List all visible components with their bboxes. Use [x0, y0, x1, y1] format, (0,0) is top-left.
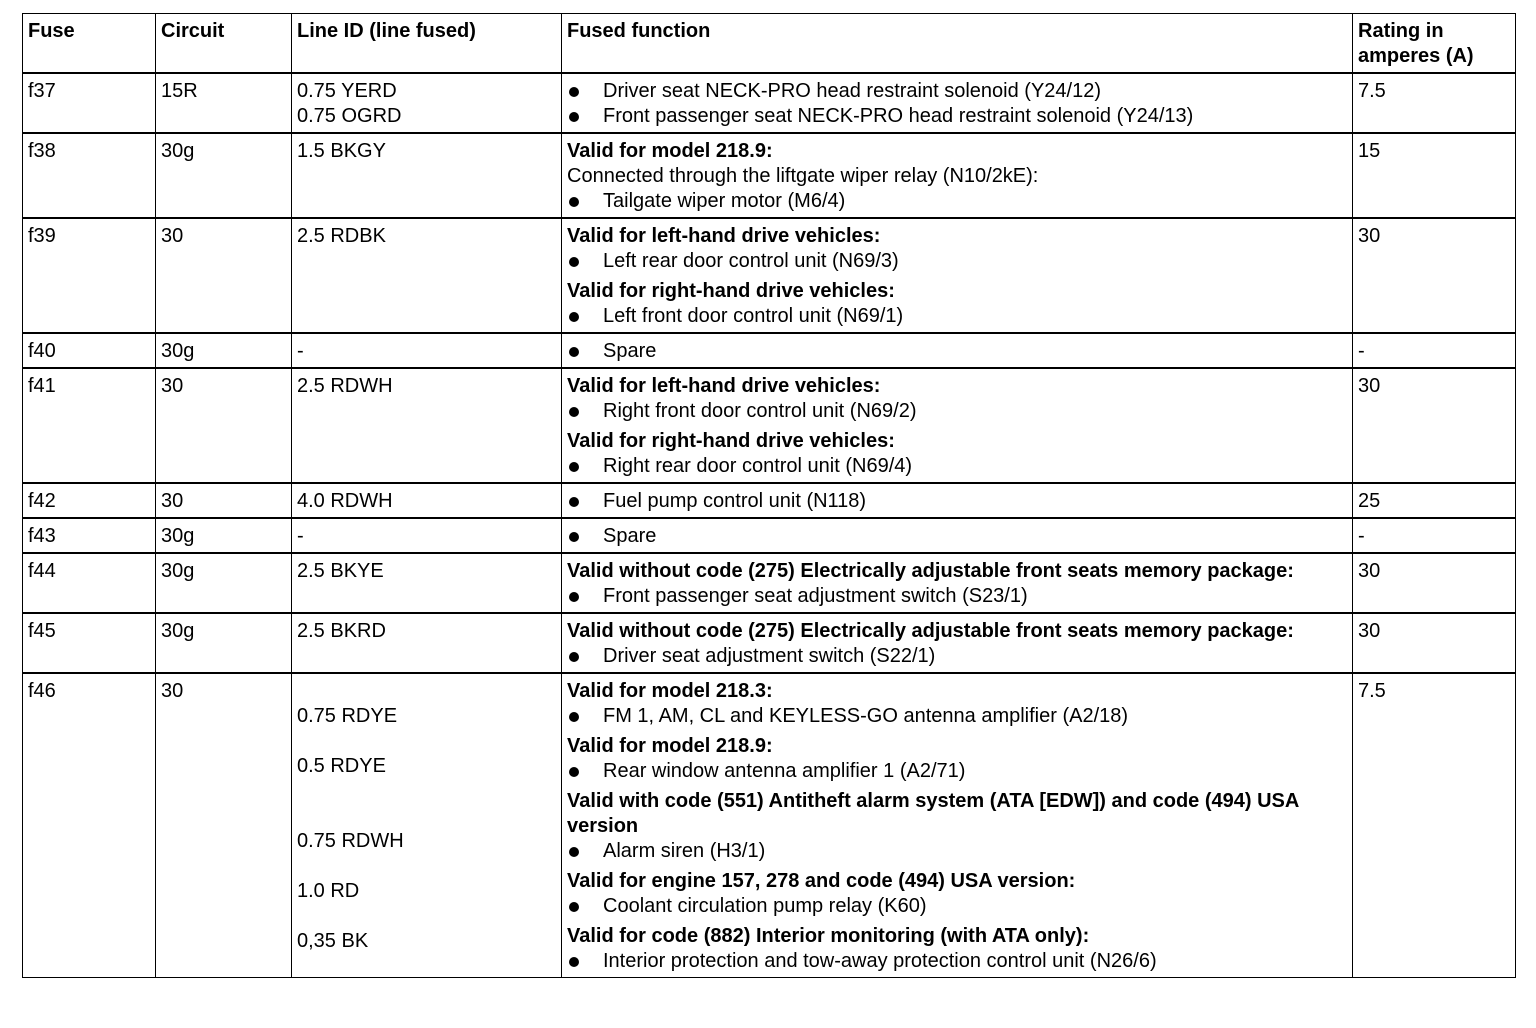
- header-line-id: Line ID (line fused): [292, 14, 562, 74]
- line-id-cell: 2.5 RDBK: [292, 218, 562, 333]
- circuit-cell: 15R: [156, 73, 292, 133]
- bullet-item: Interior protection and tow-away protection control unit (N26/6): [567, 949, 1346, 974]
- condition-heading: Valid for left-hand drive vehicles:: [567, 375, 881, 397]
- fused-function-cell: [562, 133, 1353, 218]
- fuse-cell: f43: [23, 518, 156, 553]
- fuse-table: [22, 13, 1516, 978]
- condition-heading: Valid with code (551) Antitheft alarm system (ATA [EDW]) and code (494) USA version: [567, 790, 1299, 837]
- fuse-cell: f44: [23, 553, 156, 613]
- bullet-item: Left front door control unit (N69/1): [567, 304, 1346, 329]
- bullet-item: Spare: [567, 524, 1346, 549]
- line-id-cell: 2.5 RDWH: [292, 368, 562, 483]
- header-rating: Rating in amperes (A): [1353, 14, 1516, 74]
- bullet-item: Fuel pump control unit (N118): [567, 489, 1346, 514]
- fused-function-cell: [562, 333, 1353, 368]
- condition-heading: Valid for model 218.9:: [567, 140, 773, 162]
- circuit-cell: 30g: [156, 333, 292, 368]
- fused-function-cell: [562, 218, 1353, 333]
- fused-function-cell: [562, 483, 1353, 518]
- condition-heading: Valid for left-hand drive vehicles:: [567, 225, 881, 247]
- fuse-cell: f40: [23, 333, 156, 368]
- bullet-item: Front passenger seat NECK-PRO head restraint solenoid (Y24/13): [567, 104, 1346, 129]
- rating-cell: 25: [1353, 483, 1516, 518]
- condition-heading: Valid for right-hand drive vehicles:: [567, 280, 895, 302]
- condition-heading: Valid for model 218.3:: [567, 680, 773, 702]
- line-id-cell: 2.5 BKYE: [292, 553, 562, 613]
- table-row: [23, 518, 1516, 553]
- circuit-cell: 30: [156, 218, 292, 333]
- table-row: [23, 483, 1516, 518]
- circuit-cell: 30: [156, 368, 292, 483]
- fuse-table-body: [23, 73, 1516, 978]
- circuit-cell: 30: [156, 673, 292, 978]
- fuse-cell: f45: [23, 613, 156, 673]
- table-row: [23, 133, 1516, 218]
- table-row: [23, 218, 1516, 333]
- fuse-cell: f46: [23, 673, 156, 978]
- bullet-item: Alarm siren (H3/1): [567, 839, 1346, 864]
- line-id-cell: 0.75 RDYE 0.5 RDYE 0.75 RDWH 1.0 RD 0,35 BK: [292, 673, 562, 978]
- table-row: [23, 333, 1516, 368]
- circuit-cell: 30: [156, 483, 292, 518]
- rating-cell: 30: [1353, 613, 1516, 673]
- circuit-cell: 30g: [156, 613, 292, 673]
- bullet-item: Front passenger seat adjustment switch (S23/1): [567, 584, 1346, 609]
- fuse-cell: f41: [23, 368, 156, 483]
- rating-cell: 7.5: [1353, 673, 1516, 978]
- bullet-item: Driver seat NECK-PRO head restraint solenoid (Y24/12): [567, 79, 1346, 104]
- bullet-item: Rear window antenna amplifier 1 (A2/71): [567, 759, 1346, 784]
- line-id-cell: -: [292, 518, 562, 553]
- condition-heading: Valid for code (882) Interior monitoring (with ATA only):: [567, 925, 1090, 947]
- rating-cell: 7.5: [1353, 73, 1516, 133]
- header-fused-function: Fused function: [562, 14, 1353, 74]
- fuse-cell: f42: [23, 483, 156, 518]
- table-row: [23, 368, 1516, 483]
- bullet-item: Tailgate wiper motor (M6/4): [567, 189, 1346, 214]
- circuit-cell: 30g: [156, 553, 292, 613]
- condition-heading: Valid without code (275) Electrically adjustable front seats memory package:: [567, 620, 1294, 642]
- line-id-cell: 0.75 YERD 0.75 OGRD: [292, 73, 562, 133]
- fused-function-cell: [562, 673, 1353, 978]
- note-text: Connected through the liftgate wiper relay (N10/2kE):: [567, 165, 1039, 187]
- table-row: [23, 613, 1516, 673]
- rating-cell: 30: [1353, 368, 1516, 483]
- rating-cell: 30: [1353, 553, 1516, 613]
- fused-function-cell: [562, 553, 1353, 613]
- bullet-item: Driver seat adjustment switch (S22/1): [567, 644, 1346, 669]
- table-header-row: [23, 14, 1516, 74]
- table-row: [23, 553, 1516, 613]
- fuse-cell: f38: [23, 133, 156, 218]
- fused-function-cell: [562, 613, 1353, 673]
- condition-heading: Valid without code (275) Electrically adjustable front seats memory package:: [567, 560, 1294, 582]
- bullet-item: Spare: [567, 339, 1346, 364]
- bullet-item: Coolant circulation pump relay (K60): [567, 894, 1346, 919]
- rating-cell: -: [1353, 333, 1516, 368]
- condition-heading: Valid for engine 157, 278 and code (494) USA version:: [567, 870, 1076, 892]
- fuse-cell: f39: [23, 218, 156, 333]
- rating-cell: 15: [1353, 133, 1516, 218]
- circuit-cell: 30g: [156, 518, 292, 553]
- bullet-item: Right rear door control unit (N69/4): [567, 454, 1346, 479]
- bullet-item: FM 1, AM, CL and KEYLESS-GO antenna amplifier (A2/18): [567, 704, 1346, 729]
- fused-function-cell: [562, 73, 1353, 133]
- condition-heading: Valid for model 218.9:: [567, 735, 773, 757]
- rating-cell: 30: [1353, 218, 1516, 333]
- table-row: [23, 73, 1516, 133]
- bullet-item: Right front door control unit (N69/2): [567, 399, 1346, 424]
- fuse-cell: f37: [23, 73, 156, 133]
- rating-cell: -: [1353, 518, 1516, 553]
- line-id-cell: 4.0 RDWH: [292, 483, 562, 518]
- condition-heading: Valid for right-hand drive vehicles:: [567, 430, 895, 452]
- table-row: [23, 673, 1516, 978]
- bullet-item: Left rear door control unit (N69/3): [567, 249, 1346, 274]
- line-id-cell: -: [292, 333, 562, 368]
- fused-function-cell: [562, 368, 1353, 483]
- circuit-cell: 30g: [156, 133, 292, 218]
- fused-function-cell: [562, 518, 1353, 553]
- line-id-cell: 2.5 BKRD: [292, 613, 562, 673]
- line-id-cell: 1.5 BKGY: [292, 133, 562, 218]
- header-circuit: Circuit: [156, 14, 292, 74]
- header-fuse: Fuse: [23, 14, 156, 74]
